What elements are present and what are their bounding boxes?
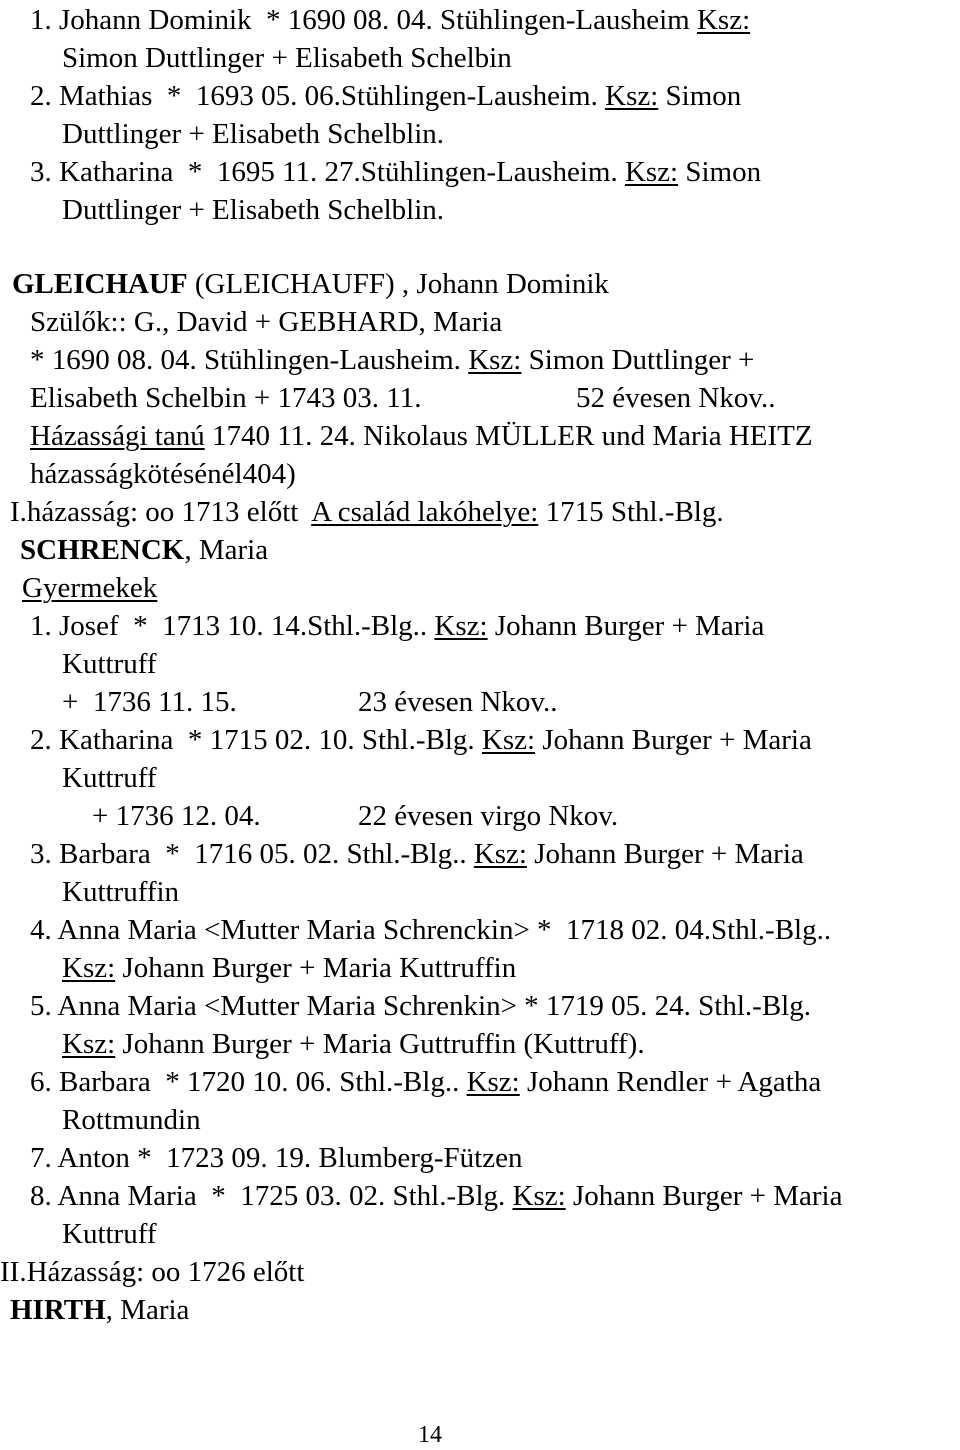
child-4-line-1: 4. Anna Maria <Mutter Maria Schrenckin> * 1718 02. 04.Sthl.-Blg.. bbox=[30, 914, 832, 946]
entry-death-date: 1743 03. 11. bbox=[277, 382, 422, 414]
entry-birth: * 1690 08. 04. Stühlingen-Lausheim. Ksz: Simon Duttlinger + bbox=[30, 344, 755, 376]
child-6-line-1: 6. Barbara * 1720 10. 06. Sthl.-Blg.. Ksz: Johann Rendler + Agatha bbox=[30, 1066, 822, 1098]
ksz-label: Ksz: bbox=[481, 724, 536, 756]
child-1-line-2: Kuttruff bbox=[62, 648, 157, 680]
child-8-line-1: 8. Anna Maria * 1725 03. 02. Sthl.-Blg. Ksz: Johann Burger + Maria bbox=[30, 1180, 843, 1212]
spouse-2: HIRTH, Maria bbox=[10, 1294, 190, 1326]
ksz-label: Ksz: bbox=[62, 952, 116, 984]
page-number: 14 bbox=[418, 1422, 442, 1448]
entry-witness-line-2: házasságkötésénél404) bbox=[30, 458, 296, 490]
entry-heading: GLEICHAUF (GLEICHAUFF) , Johann Dominik bbox=[12, 268, 609, 300]
spouse-1: SCHRENCK, Maria bbox=[20, 534, 269, 566]
ksz-label: Ksz: bbox=[624, 156, 679, 188]
child-2-death: + 1736 12. 04. bbox=[92, 800, 261, 832]
child-7-line-1: 7. Anton * 1723 09. 19. Blumberg-Fützen bbox=[30, 1142, 523, 1174]
entry-marriage-1: I.házasság: oo 1713 előtt A család lakóhelye: 1715 Sthl.-Blg. bbox=[10, 496, 724, 528]
child-entry-3-line-1: 3. Katharina * 1695 11. 27.Stühlingen-Lausheim. Ksz: Simon bbox=[30, 156, 762, 188]
child-5-line-2: Ksz: Johann Burger + Maria Guttruffin (Kuttruff). bbox=[62, 1028, 645, 1060]
child-8-line-2: Kuttruff bbox=[62, 1218, 157, 1250]
child-entry-2-line-2: Duttlinger + Elisabeth Schelblin. bbox=[62, 118, 445, 150]
ksz-label: Ksz: bbox=[62, 1028, 116, 1060]
ksz-label: Ksz: bbox=[696, 4, 751, 36]
spouse-1-surname: SCHRENCK bbox=[20, 534, 185, 566]
ksz-label: Ksz: bbox=[512, 1180, 566, 1212]
child-1-line-1: 1. Josef * 1713 10. 14.Sthl.-Blg.. Ksz: Johann Burger + Maria bbox=[30, 610, 765, 642]
residence-label: A család lakóhelye: bbox=[311, 496, 539, 528]
child-2-line-1: 2. Katharina * 1715 02. 10. Sthl.-Blg. Ksz: Johann Burger + Maria bbox=[30, 724, 812, 756]
child-3-line-2: Kuttruffin bbox=[62, 876, 180, 908]
child-2-line-2: Kuttruff bbox=[62, 762, 157, 794]
child-entry-3-line-2: Duttlinger + Elisabeth Schelblin. bbox=[62, 194, 445, 226]
child-entry-2-line-1: 2. Mathias * 1693 05. 06.Stühlingen-Lausheim. Ksz: Simon bbox=[30, 80, 742, 112]
child-3-line-1: 3. Barbara * 1716 05. 02. Sthl.-Blg.. Ksz: Johann Burger + Maria bbox=[30, 838, 804, 870]
child-6-line-2: Rottmundin bbox=[62, 1104, 201, 1136]
ksz-label: Ksz: bbox=[473, 838, 527, 870]
child-entry-1-line-1: 1. Johann Dominik * 1690 08. 04. Stühlingen-Lausheim Ksz: bbox=[30, 4, 751, 36]
child-4-line-2: Ksz: Johann Burger + Maria Kuttruffin bbox=[62, 952, 517, 984]
entry-witness: Házassági tanú 1740 11. 24. Nikolaus MÜLLER und Maria HEITZ bbox=[30, 420, 813, 452]
spouse-2-surname: HIRTH bbox=[10, 1294, 106, 1326]
ksz-label: Ksz: bbox=[468, 344, 522, 376]
child-1-age: 23 évesen Nkov.. bbox=[358, 686, 558, 718]
ksz-label: Ksz: bbox=[434, 610, 488, 642]
child-5-line-1: 5. Anna Maria <Mutter Maria Schrenkin> * 1719 05. 24. Sthl.-Blg. bbox=[30, 990, 811, 1022]
child-entry-1-line-2: Simon Duttlinger + Elisabeth Schelbin bbox=[62, 42, 512, 74]
children-heading: Gyermekek bbox=[22, 572, 158, 604]
child-2-age: 22 évesen virgo Nkov. bbox=[358, 800, 619, 832]
marriage-2: II.Házasság: oo 1726 előtt bbox=[0, 1256, 305, 1288]
entry-surname: GLEICHAUF bbox=[12, 268, 188, 300]
witness-label: Házassági tanú bbox=[30, 420, 205, 452]
ksz-label: Ksz: bbox=[466, 1066, 520, 1098]
entry-death-age: 52 évesen Nkov.. bbox=[576, 382, 776, 414]
entry-godparents-death: Elisabeth Schelbin + 1743 03. 11. bbox=[30, 382, 422, 414]
child-1-death: + 1736 11. 15. bbox=[62, 686, 237, 718]
ksz-label: Ksz: bbox=[605, 80, 659, 112]
entry-parents: Szülők:: G., David + GEBHARD, Maria bbox=[30, 306, 503, 338]
